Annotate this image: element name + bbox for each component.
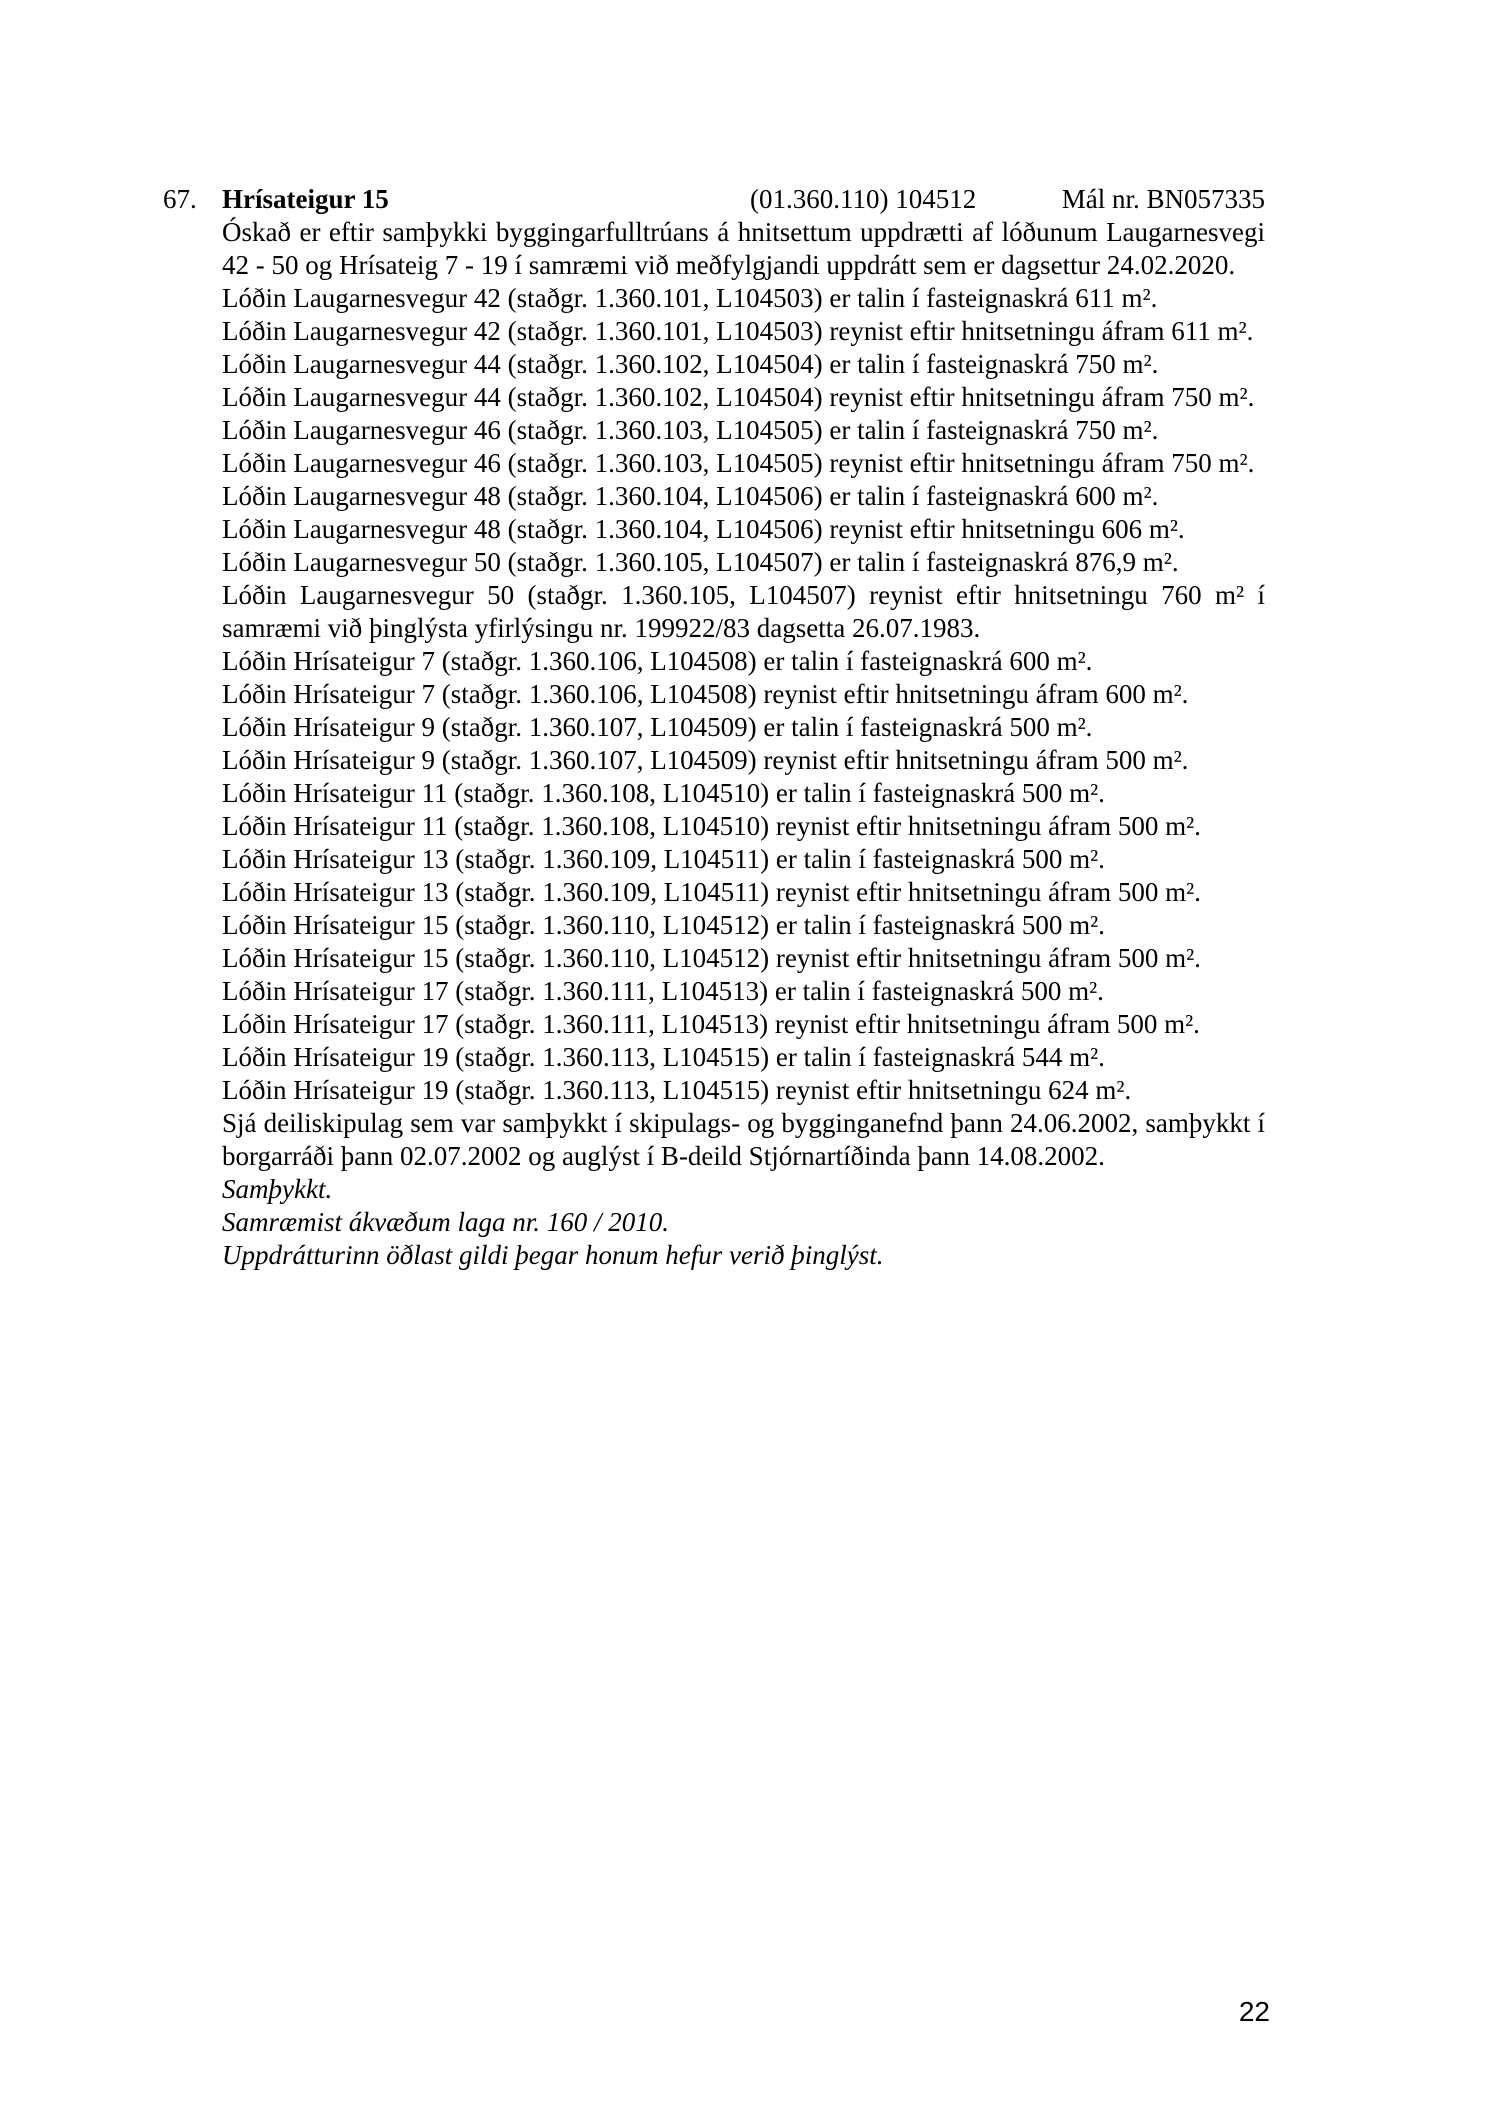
paragraph: Lóðin Laugarnesvegur 48 (staðgr. 1.360.104, L104506) reynist eftir hnitsetningu 606 m². (222, 514, 1185, 544)
paragraph: Lóðin Hrísateigur 17 (staðgr. 1.360.111, L104513) reynist eftir hnitsetningu áfram 500 m². (222, 1009, 1200, 1039)
paragraph: Lóðin Hrísateigur 19 (staðgr. 1.360.113, L104515) reynist eftir hnitsetningu 624 m². (222, 1075, 1132, 1105)
paragraph: Lóðin Laugarnesvegur 50 (staðgr. 1.360.105, L104507) er talin í fasteignaskrá 876,9 m². (222, 547, 1179, 577)
paragraph: Lóðin Hrísateigur 11 (staðgr. 1.360.108, L104510) reynist eftir hnitsetningu áfram 500 m². (222, 811, 1201, 841)
paragraph: Lóðin Laugarnesvegur 44 (staðgr. 1.360.102, L104504) reynist eftir hnitsetningu áfram 750 m². (222, 382, 1255, 412)
paragraph: Sjá deiliskipulag sem var samþykkt í skipulags- og bygginganefnd þann 24.06.2002, samþykkt í borgarráði þann 02.07.2002 og auglýst í B-deild Stjórnartíðinda þann 14.08.2002. (222, 1108, 1265, 1171)
paragraph: Lóðin Hrísateigur 13 (staðgr. 1.360.109, L104511) reynist eftir hnitsetningu áfram 500 m². (222, 877, 1201, 907)
legal-reference-line: Samræmist ákvæðum laga nr. 160 / 2010. (222, 1207, 670, 1237)
item-title: Hrísateigur 15 (222, 184, 389, 214)
item-header (163, 183, 1265, 216)
decision-line: Samþykkt. (222, 1174, 333, 1204)
paragraph: Lóðin Laugarnesvegur 46 (staðgr. 1.360.103, L104505) er talin í fasteignaskrá 750 m². (222, 415, 1159, 445)
paragraph: Lóðin Laugarnesvegur 50 (staðgr. 1.360.105, L104507) reynist eftir hnitsetningu 760 m² í samræmi við þinglýsta yfirlýsingu nr. 199922/83 dagsetta 26.07.1983. (222, 580, 1265, 643)
paragraph: Lóðin Laugarnesvegur 46 (staðgr. 1.360.103, L104505) reynist eftir hnitsetningu áfram 750 m². (222, 448, 1255, 478)
paragraph: Lóðin Hrísateigur 7 (staðgr. 1.360.106, L104508) reynist eftir hnitsetningu áfram 600 m². (222, 679, 1189, 709)
paragraph: Óskað er eftir samþykki byggingarfulltrúans á hnitsettum uppdrætti af lóðunum Laugarnesvegi 42 - 50 og Hrísateig 7 - 19 í samræmi við meðfylgjandi uppdrátt sem er dagsettur 24.02.2020. (222, 217, 1265, 280)
paragraph: Lóðin Hrísateigur 7 (staðgr. 1.360.106, L104508) er talin í fasteignaskrá 600 m². (222, 646, 1093, 676)
paragraph: Lóðin Hrísateigur 13 (staðgr. 1.360.109, L104511) er talin í fasteignaskrá 500 m². (222, 844, 1105, 874)
paragraph: Lóðin Hrísateigur 9 (staðgr. 1.360.107, L104509) er talin í fasteignaskrá 500 m². (222, 712, 1093, 742)
document-content (163, 183, 1265, 1272)
item-number: 67. (163, 184, 197, 214)
validity-line: Uppdrátturinn öðlast gildi þegar honum hefur verið þinglýst. (222, 1240, 884, 1270)
case-number: Mál nr. BN057335 (1061, 184, 1265, 214)
page-number: 22 (1238, 1996, 1270, 2027)
item-reference: (01.360.110) 104512 (750, 184, 977, 214)
paragraph: Lóðin Laugarnesvegur 42 (staðgr. 1.360.101, L104503) reynist eftir hnitsetningu áfram 611 m². (222, 316, 1254, 346)
paragraph: Lóðin Hrísateigur 11 (staðgr. 1.360.108, L104510) er talin í fasteignaskrá 500 m². (222, 778, 1105, 808)
paragraph: Lóðin Hrísateigur 15 (staðgr. 1.360.110, L104512) reynist eftir hnitsetningu áfram 500 m². (222, 943, 1201, 973)
paragraph: Lóðin Laugarnesvegur 42 (staðgr. 1.360.101, L104503) er talin í fasteignaskrá 611 m². (222, 283, 1158, 313)
paragraph: Lóðin Laugarnesvegur 48 (staðgr. 1.360.104, L104506) er talin í fasteignaskrá 600 m². (222, 481, 1159, 511)
paragraph: Lóðin Hrísateigur 9 (staðgr. 1.360.107, L104509) reynist eftir hnitsetningu áfram 500 m². (222, 745, 1189, 775)
paragraph: Lóðin Laugarnesvegur 44 (staðgr. 1.360.102, L104504) er talin í fasteignaskrá 750 m². (222, 349, 1159, 379)
paragraph: Lóðin Hrísateigur 15 (staðgr. 1.360.110, L104512) er talin í fasteignaskrá 500 m². (222, 910, 1105, 940)
paragraph: Lóðin Hrísateigur 19 (staðgr. 1.360.113, L104515) er talin í fasteignaskrá 544 m². (222, 1042, 1105, 1072)
paragraph: Lóðin Hrísateigur 17 (staðgr. 1.360.111, L104513) er talin í fasteignaskrá 500 m². (222, 976, 1104, 1006)
